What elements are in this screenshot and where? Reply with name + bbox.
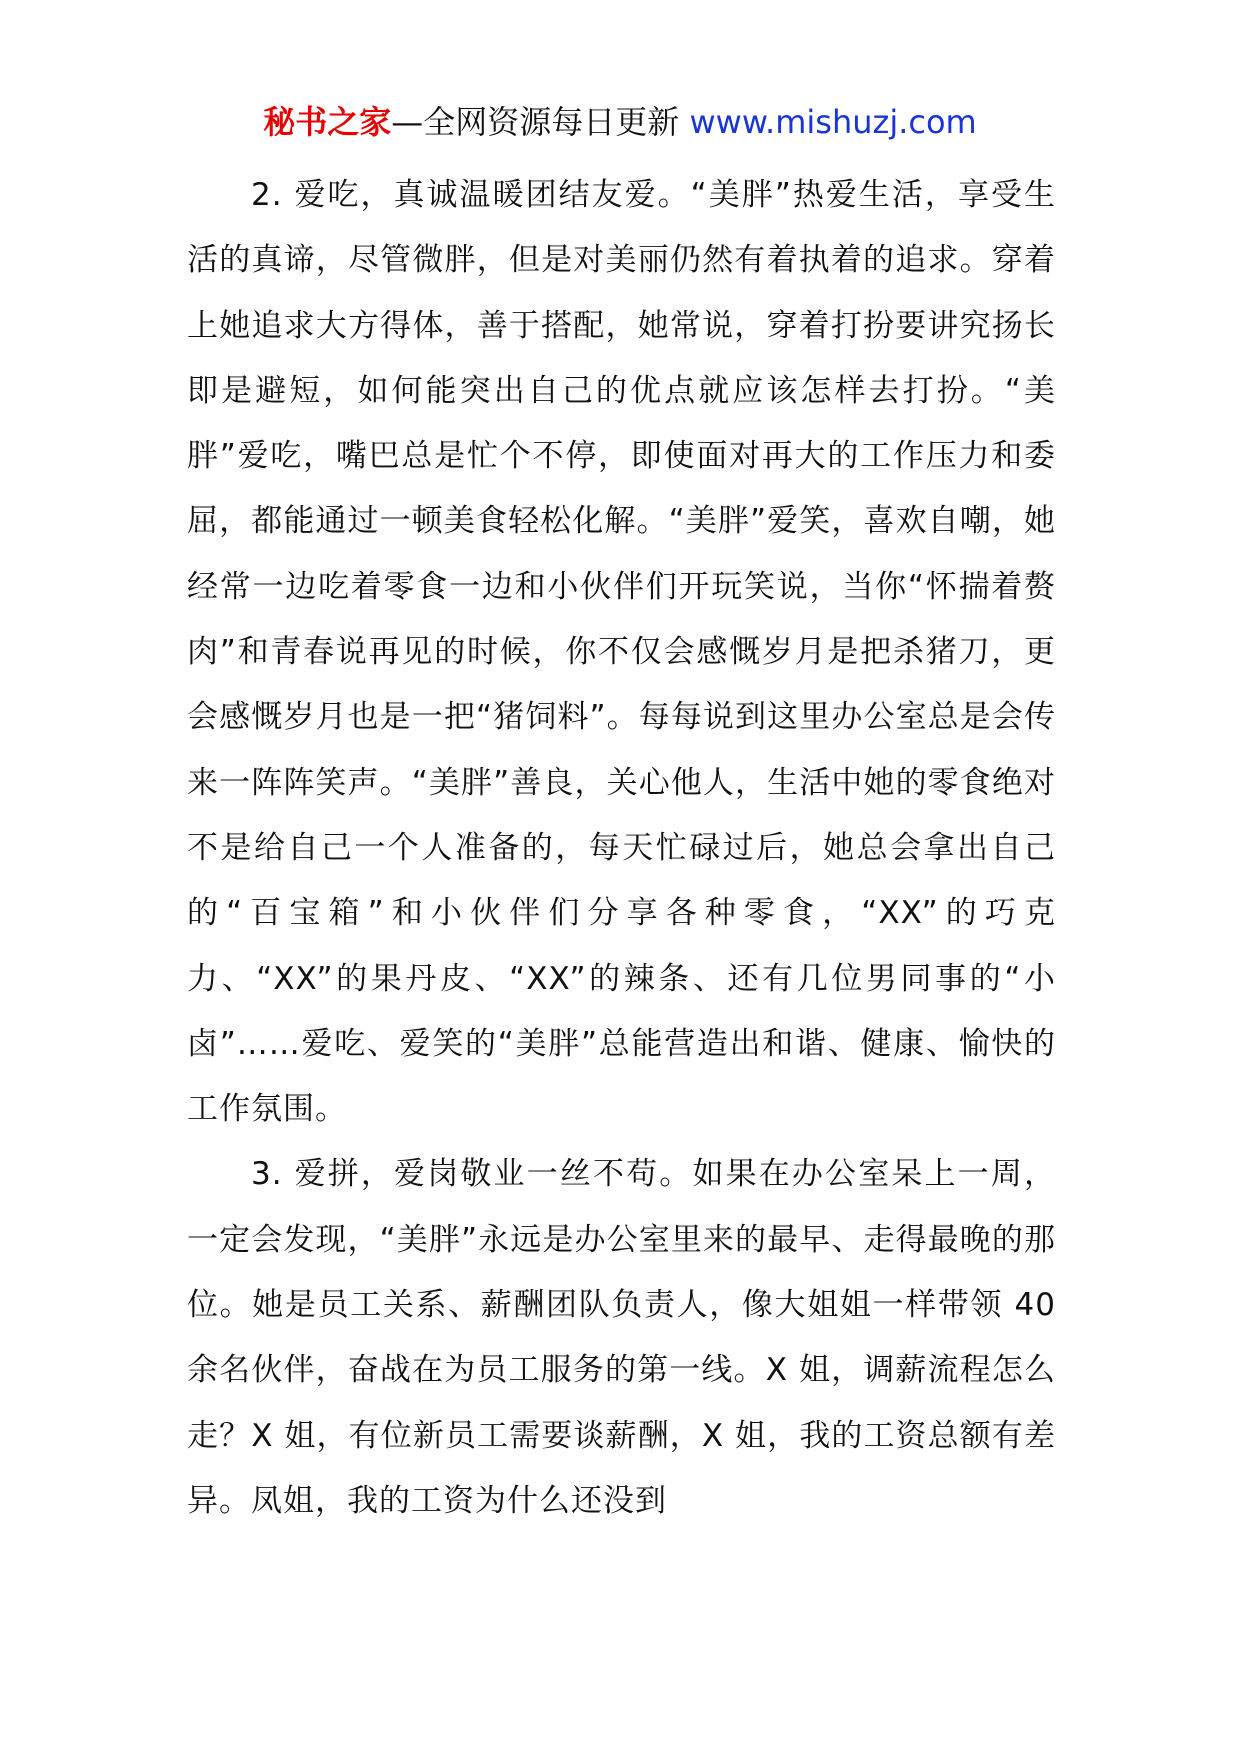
header-tagline: —全网资源每日更新 (391, 103, 680, 141)
site-header (0, 100, 1240, 144)
paragraph-love-eating: 2. 爱吃，真诚温暖团结友爱。“美胖”热爱生活，享受生活的真谛，尽管微胖，但是对美丽仍然有着执着的追求。穿着上她追求大方得体，善于搭配，她常说，穿着打扮要讲究扬长即是避短，如何能突出自己的优点就应该怎样去打扮。“美胖”爱吃，嘴巴总是忙个不停，即使面对再大的工作压力和委屈，都能通过一顿美食轻松化解。“美胖”爱笑，喜欢自嘲，她经常一边吃着零食一边和小伙伴们开玩笑说，当你“怀揣着赘肉”和青春说再见的时候，你不仅会感慨岁月是把杀猪刀，更会感慨岁月也是一把“猪饲料”。每每说到这里办公室总是会传来一阵阵笑声。“美胖”善良，关心他人，生活中她的零食绝对不是给自己一个人准备的，每天忙碌过后，她总会拿出自己的“百宝箱”和小伙伴们分享各种零食，“XX”的巧克力、“XX”的果丹皮、“XX”的辣条、还有几位男同事的“小卤”……爱吃、爱笑的“美胖”总能营造出和谐、健康、愉快的工作氛围。 (187, 177, 1056, 1128)
paragraph-love-striving: 3. 爱拼，爱岗敬业一丝不苟。如果在办公室呆上一周，一定会发现，“美胖”永远是办公室里来的最早、走得最晚的那位。她是员工关系、薪酬团队负责人，像大姐姐一样带领 40 余名伙伴，奋战在为员工服务的第一线。X 姐，调薪流程怎么走？X 姐，有位新员工需要谈薪酬，X 姐，我的工资总额有差异。凤姐，我的工资为什么还没到 (187, 1156, 1056, 1519)
brand-name: 秘书之家 (263, 103, 392, 141)
document-body (187, 163, 1056, 1534)
site-url-link[interactable]: www.mishuzj.com (689, 103, 977, 141)
